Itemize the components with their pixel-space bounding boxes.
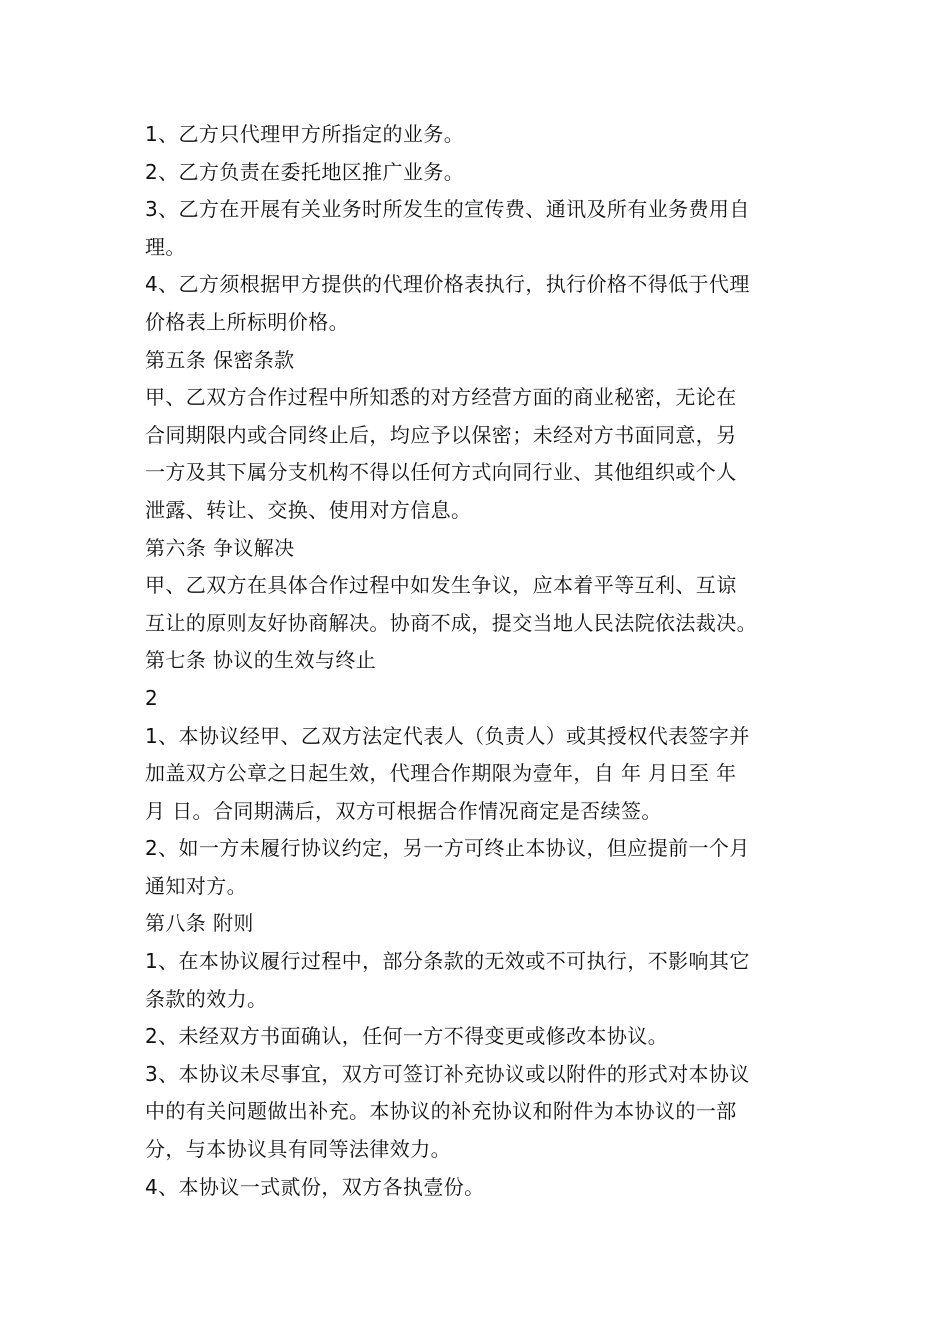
text-line: 1、乙方只代理甲方所指定的业务。 bbox=[145, 122, 465, 146]
text-line: 3、本协议未尽事宜，双方可签订补充协议或以附件的形式对本协议 bbox=[145, 1061, 750, 1086]
text-line: 4、本协议一式贰份，双方各执壹份。 bbox=[145, 1174, 485, 1199]
text-line: 条款的效力。 bbox=[145, 986, 268, 1011]
text-line: 加盖双方公章之日起生效，代理合作期限为壹年，自 年 月日至 年 bbox=[145, 761, 737, 786]
section-heading: 第八条 附则 bbox=[145, 911, 254, 936]
text-line: 分，与本协议具有同等法律效力。 bbox=[145, 1137, 451, 1162]
text-line: 3、乙方在开展有关业务时所发生的宣传费、通讯及所有业务费用自 bbox=[145, 197, 750, 222]
document-page bbox=[145, 116, 810, 1206]
text-line: 泄露、转让、交换、使用对方信息。 bbox=[145, 497, 472, 522]
text-line: 中的有关问题做出补充。本协议的补充协议和附件为本协议的一部 bbox=[145, 1099, 737, 1124]
text-line: 一方及其下属分支机构不得以任何方式向同行业、其他组织或个人 bbox=[145, 460, 737, 485]
text-line: 1、在本协议履行过程中，部分条款的无效或不可执行，不影响其它 bbox=[145, 949, 750, 974]
text-line: 合同期限内或合同终止后，均应予以保密；未经对方书面同意，另 bbox=[145, 422, 737, 447]
text-line: 2、乙方负责在委托地区推广业务。 bbox=[145, 159, 465, 184]
text-line: 1、本协议经甲、乙双方法定代表人（负责人）或其授权代表签字并 bbox=[145, 723, 750, 748]
text-line: 甲、乙双方合作过程中所知悉的对方经营方面的商业秘密，无论在 bbox=[145, 385, 737, 410]
page-number: 2 bbox=[145, 685, 159, 710]
section-heading: 第六条 争议解决 bbox=[145, 535, 295, 560]
text-line: 通知对方。 bbox=[145, 873, 247, 898]
text-line: 甲、乙双方在具体合作过程中如发生争议，应本着平等互利、互谅 bbox=[145, 573, 737, 598]
text-line: 互让的原则友好协商解决。协商不成，提交当地人民法院依法裁决。 bbox=[145, 610, 757, 635]
text-line: 价格表上所标明价格。 bbox=[145, 309, 349, 334]
section-heading: 第五条 保密条款 bbox=[145, 347, 295, 372]
text-line: 月 日。合同期满后，双方可根据合作情况商定是否续签。 bbox=[145, 798, 662, 823]
text-line: 4、乙方须根据甲方提供的代理价格表执行，执行价格不得低于代理 bbox=[145, 272, 750, 297]
text-line: 理。 bbox=[145, 234, 186, 259]
text-line: 2、未经双方书面确认，任何一方不得变更或修改本协议。 bbox=[145, 1024, 669, 1049]
text-line: 2、如一方未履行协议约定，另一方可终止本协议，但应提前一个月 bbox=[145, 836, 750, 861]
section-heading: 第七条 协议的生效与终止 bbox=[145, 648, 377, 673]
